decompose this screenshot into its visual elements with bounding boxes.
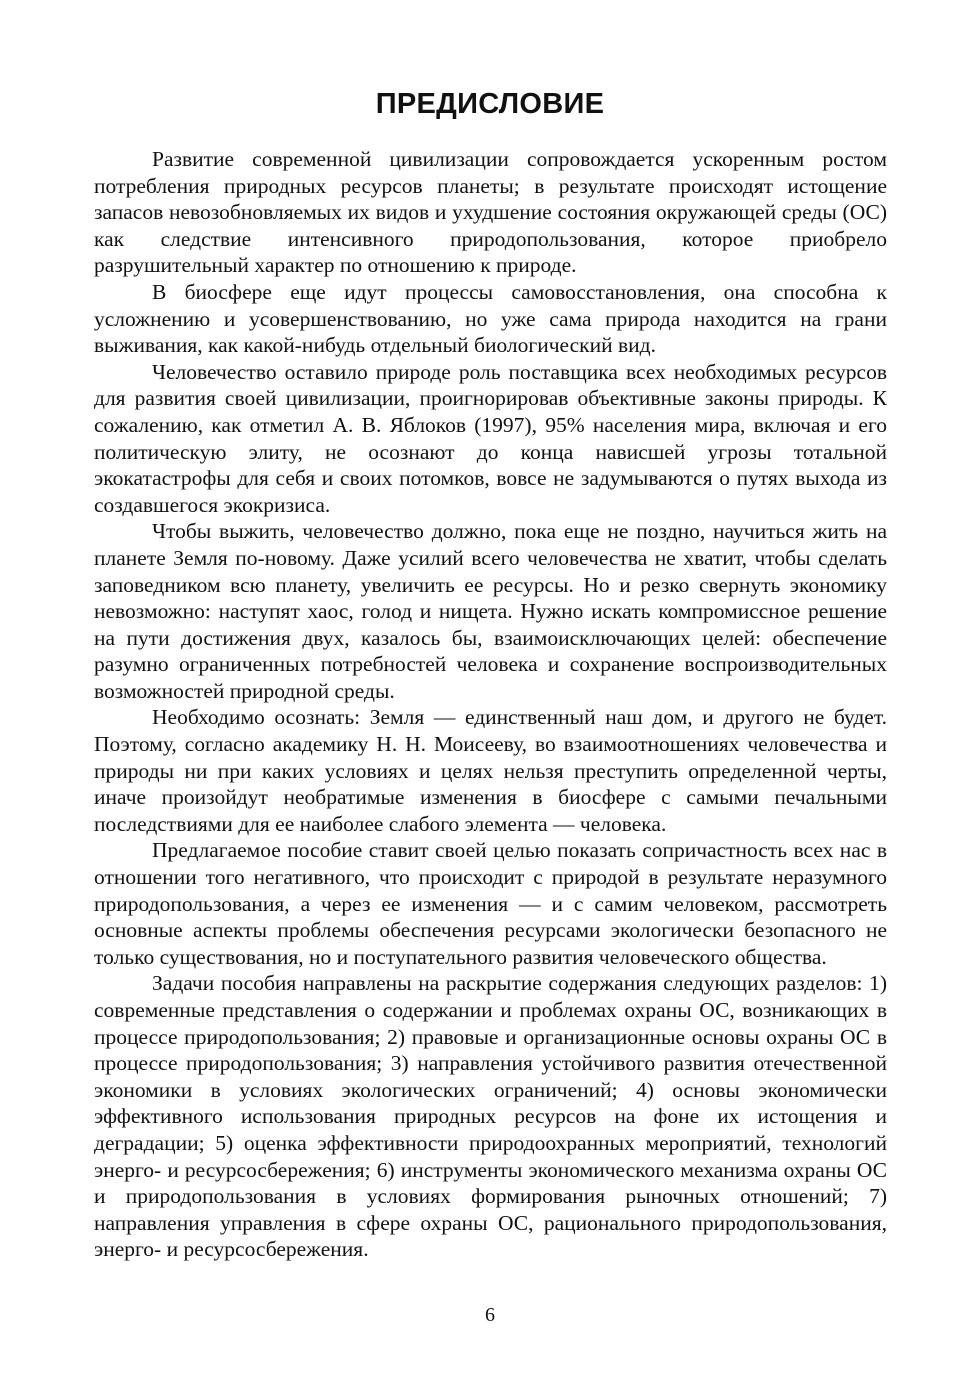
paragraph-7: Задачи пособия направлены на раскрытие содержания следующих разделов: 1) современные представления о содержании и проблемах охраны ОС, возникающих в процессе природопользования; 2) правовые и организационные основы охраны ОС в процессе природопользования; 3) направления устойчивого развития отечественной экономики в условиях экологических ограничений; 4) основы экономически эффективного использования природных ресурсов на фоне их истощения и деградации; 5) оценка эффективности природоохранных мероприятий, технологий энерго- и ресурсосбережения; 6) инструменты экономического механизма охраны ОС и природопользования в условиях формирования рыночных отношений; 7) направления управления в сфере охраны ОС, рационального природопользования, энерго- и ресурсосбережения. bbox=[94, 971, 887, 1262]
page-title: ПРЕДИСЛОВИЕ bbox=[375, 88, 605, 120]
paragraph-6: Предлагаемое пособие ставит своей целью показать сопричастность всех нас в отношении того негативного, что происходит с природой в результате неразумного природопользования, а через ее изменения — и с самим человеком, рассмотреть основные аспекты проблемы обеспечения ресурсами экологически безопасного не только существования, но и поступательного развития человеческого общества. bbox=[94, 838, 887, 969]
page-number: 6 bbox=[485, 1304, 495, 1326]
paragraph-1: Развитие современной цивилизации сопровождается ускоренным ростом потребления природных ресурсов планеты; в результате происходят истощение запасов невозобновляемых их видов и ухудшение состояния окружающей среды (ОС) как следствие интенсивного природопользования, которое приобрело разрушительный характер по отношению к природе. bbox=[94, 147, 887, 278]
paragraph-2: В биосфере еще идут процессы самовосстановления, она способна к усложнению и усовершенствованию, но уже сама природа находится на грани выживания, как какой-нибудь отдельный биологический вид. bbox=[94, 279, 887, 358]
paragraph-5: Необходимо осознать: Земля — единственный наш дом, и другого не будет. Поэтому, согласно академику Н. Н. Моисееву, во взаимоотношениях человечества и природы ни при каких условиях и целях нельзя преступить определенной черты, иначе произойдут необратимые изменения в биосфере с самыми печальными последствиями для ее наиболее слабого элемента — человека. bbox=[94, 705, 887, 836]
paragraph-4: Чтобы выжить, человечество должно, пока еще не поздно, научиться жить на планете Земля по-новому. Даже усилий всего человечества не хватит, чтобы сделать заповедником всю планету, увеличить ее ресурсы. Но и резко свернуть экономику невозможно: наступят хаос, голод и нищета. Нужно искать компромиссное решение на пути достижения двух, казалось бы, взаимоисключающих целей: обеспечение разумно ограниченных потребностей человека и сохранение воспроизводительных возможностей природной среды. bbox=[94, 519, 887, 703]
body-text bbox=[94, 146, 887, 1263]
paragraph-3: Человечество оставило природе роль поставщика всех необходимых ресурсов для развития своей цивилизации, проигнорировав объективные законы природы. К сожалению, как отметил А. В. Яблоков (1997), 95% населения мира, включая и его политическую элиту, не осознают до конца нависшей угрозы тотальной экокатастрофы для себя и своих потомков, вовсе не задумываются о путях выхода из создавшегося экокризиса. bbox=[94, 359, 887, 517]
